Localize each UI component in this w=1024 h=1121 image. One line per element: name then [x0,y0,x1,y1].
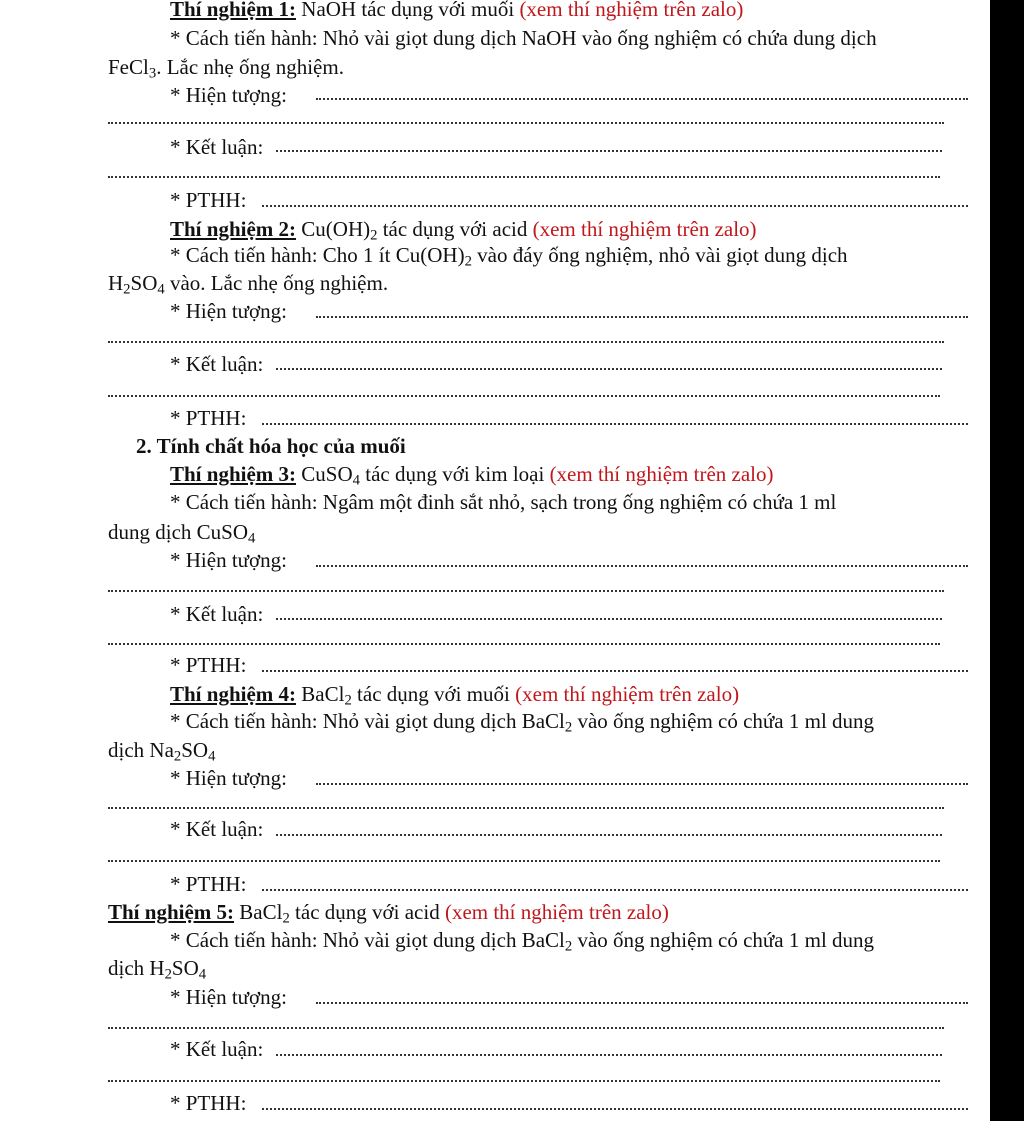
exp4-conclusion-line1 [276,834,942,836]
exp5-heading [108,900,669,927]
exp4-procedure-reagent-sub: 2 [564,719,573,736]
exp5-procedure-end: vào ống nghiệm có chứa 1 ml dung [577,928,875,952]
exp5-phenomenon-label: * Hiện tượng: [170,985,287,1009]
exp1-heading [170,0,743,21]
exp3-equation-label: * PTHH: [170,653,247,677]
exp5-phenomenon-line1 [316,1002,968,1004]
exp3-phenomenon-label: * Hiện tượng: [170,548,287,572]
exp3-procedure-line1: * Cách tiến hành: Ngâm một đinh sắt nhỏ, sạch trong ống nghiệm có chứa 1 ml [170,490,837,514]
exp4-procedure-end: vào ống nghiệm có chứa 1 ml dung [577,709,875,733]
exp1-conclusion-label: * Kết luận: [170,135,264,159]
exp4-target-mid: SO [181,738,209,762]
exp3-desc: tác dụng với kim loại [365,462,545,486]
exp5-desc: tác dụng với acid [295,900,440,924]
exp3-phenomenon-line1 [316,565,968,567]
exp5-procedure-line2 [108,956,207,983]
exp5-procedure-reagent-sub: 2 [564,938,573,955]
exp3-heading [170,462,774,489]
scan-dark-edge [990,0,1024,1121]
exp4-equation-line [262,889,968,891]
exp3-procedure-line2 [108,520,256,547]
exp1-procedure-line1: * Cách tiến hành: Nhỏ vài giọt dung dịch NaOH vào ống nghiệm có chứa dung dịch [170,26,877,50]
exp4-reagent-base: BaCl [301,682,345,706]
exp4-phenomenon-line1 [316,783,968,785]
exp3-procedure-start: dung dịch [108,520,192,544]
exp2-conclusion-label: * Kết luận: [170,352,264,376]
exp4-procedure-line1 [170,709,875,736]
exp5-procedure-line1 [170,928,875,955]
exp3-phenomenon-line2 [108,590,944,592]
exp4-title: Thí nghiệm 4: [170,682,297,706]
exp2-procedure-line2 [108,271,389,298]
exp1-phenomenon-line2 [108,122,944,124]
exp3-reagent-base: CuSO [301,462,353,486]
exp2-reagent-base: Cu(OH) [301,217,371,241]
exp2-procedure-reagent-sub: 2 [464,253,472,270]
exp2-title: Thí nghiệm 2: [170,217,297,241]
exp5-phenomenon-line2 [108,1027,944,1029]
exp4-equation-label: * PTHH: [170,872,247,896]
exp5-procedure-dich: dịch [108,956,145,980]
exp2-phenomenon-line1 [316,316,968,318]
exp2-procedure-mid: vào đáy ống nghiệm, nhỏ vài giọt dung dịch [477,243,848,267]
exp2-phenomenon-line2 [108,341,944,343]
exp3-conclusion-label: * Kết luận: [170,602,264,626]
exp5-equation-label: * PTHH: [170,1091,247,1115]
section2-heading: 2. Tính chất hóa học của muối [136,434,406,458]
exp4-procedure-reagent-base: BaCl [521,709,565,733]
exp4-reagent-sub: 2 [344,692,352,709]
exp2-procedure-start: * Cách tiến hành: Cho 1 ít [170,243,391,267]
exp3-zalo-note: (xem thí nghiệm trên zalo) [549,462,774,486]
exp1-title: Thí nghiệm 1: [170,0,297,21]
exp5-acid-so: SO [171,956,199,980]
exp5-title: Thí nghiệm 5: [108,900,235,924]
exp2-procedure-line1 [170,243,848,270]
exp2-conclusion-line1 [276,368,942,370]
exp2-heading [170,217,757,244]
exp1-phenomenon-line1 [316,98,968,100]
exp1-equation-line [262,205,968,207]
exp1-equation-label: * PTHH: [170,188,247,212]
exp5-equation-line [262,1108,968,1110]
exp4-procedure-dich: dịch [108,738,145,762]
exp2-acid-so: SO [130,271,158,295]
exp2-procedure-reagent-base: Cu(OH) [395,243,465,267]
exp2-acid-h-sub: 2 [123,281,131,298]
exp1-conclusion-line1 [276,150,942,152]
exp3-conclusion-line2 [108,643,940,645]
exp4-target-sub2: 4 [208,748,216,765]
exp2-procedure-end: vào. Lắc nhẹ ống nghiệm. [169,271,389,295]
exp4-phenomenon-label: * Hiện tượng: [170,766,287,790]
exp1-desc: NaOH tác dụng với muối [301,0,515,21]
exp5-conclusion-label: * Kết luận: [170,1037,264,1061]
exp5-reagent-sub: 2 [282,910,290,927]
exp1-procedure-end: . Lắc nhẹ ống nghiệm. [156,55,344,79]
exp3-procedure-reagent-base: CuSO [196,520,249,544]
exp2-reagent-sub: 2 [370,227,378,244]
exp3-reagent-sub: 4 [352,472,360,489]
exp1-formula-sub: 3 [148,65,157,82]
exp3-conclusion-line1 [276,618,942,620]
exp5-conclusion-line1 [276,1054,942,1056]
exp3-equation-line [262,670,968,672]
exp1-conclusion-line2 [108,176,940,178]
exp1-zalo-note: (xem thí nghiệm trên zalo) [519,0,744,21]
exp2-equation-line [262,423,968,425]
exp5-conclusion-line2 [108,1080,940,1082]
exp4-heading [170,682,740,709]
exp2-conclusion-line2 [108,395,940,397]
exp5-acid-so-sub: 4 [198,966,207,983]
exp4-phenomenon-line2 [108,807,944,809]
exp5-reagent-base: BaCl [239,900,283,924]
exp4-target-base: Na [149,738,174,762]
exp4-conclusion-line2 [108,860,940,862]
exp2-phenomenon-label: * Hiện tượng: [170,299,287,323]
exp2-zalo-note: (xem thí nghiệm trên zalo) [532,217,757,241]
exp4-procedure-start: * Cách tiến hành: Nhỏ vài giọt dung dịch [170,709,517,733]
exp2-equation-label: * PTHH: [170,406,247,430]
exp3-procedure-reagent-sub: 4 [248,530,256,547]
exp3-title: Thí nghiệm 3: [170,462,297,486]
exp5-procedure-start: * Cách tiến hành: Nhỏ vài giọt dung dịch [170,928,517,952]
exp1-procedure-line2 [108,55,344,82]
exp5-zalo-note: (xem thí nghiệm trên zalo) [444,900,669,924]
exp4-conclusion-label: * Kết luận: [170,817,264,841]
exp2-desc: tác dụng với acid [382,217,528,241]
exp2-acid-so-sub: 4 [157,281,165,298]
exp4-desc: tác dụng với muối [357,682,510,706]
exp1-phenomenon-label: * Hiện tượng: [170,83,287,107]
exp4-procedure-line2 [108,738,216,765]
exp5-acid-h: H [149,956,165,980]
exp4-target-sub1: 2 [173,748,182,765]
exp2-acid-h: H [108,271,124,295]
exp4-zalo-note: (xem thí nghiệm trên zalo) [515,682,740,706]
exp5-acid-h-sub: 2 [164,966,172,983]
exp1-formula-base: FeCl [108,55,149,79]
exp5-procedure-reagent-base: BaCl [521,928,565,952]
